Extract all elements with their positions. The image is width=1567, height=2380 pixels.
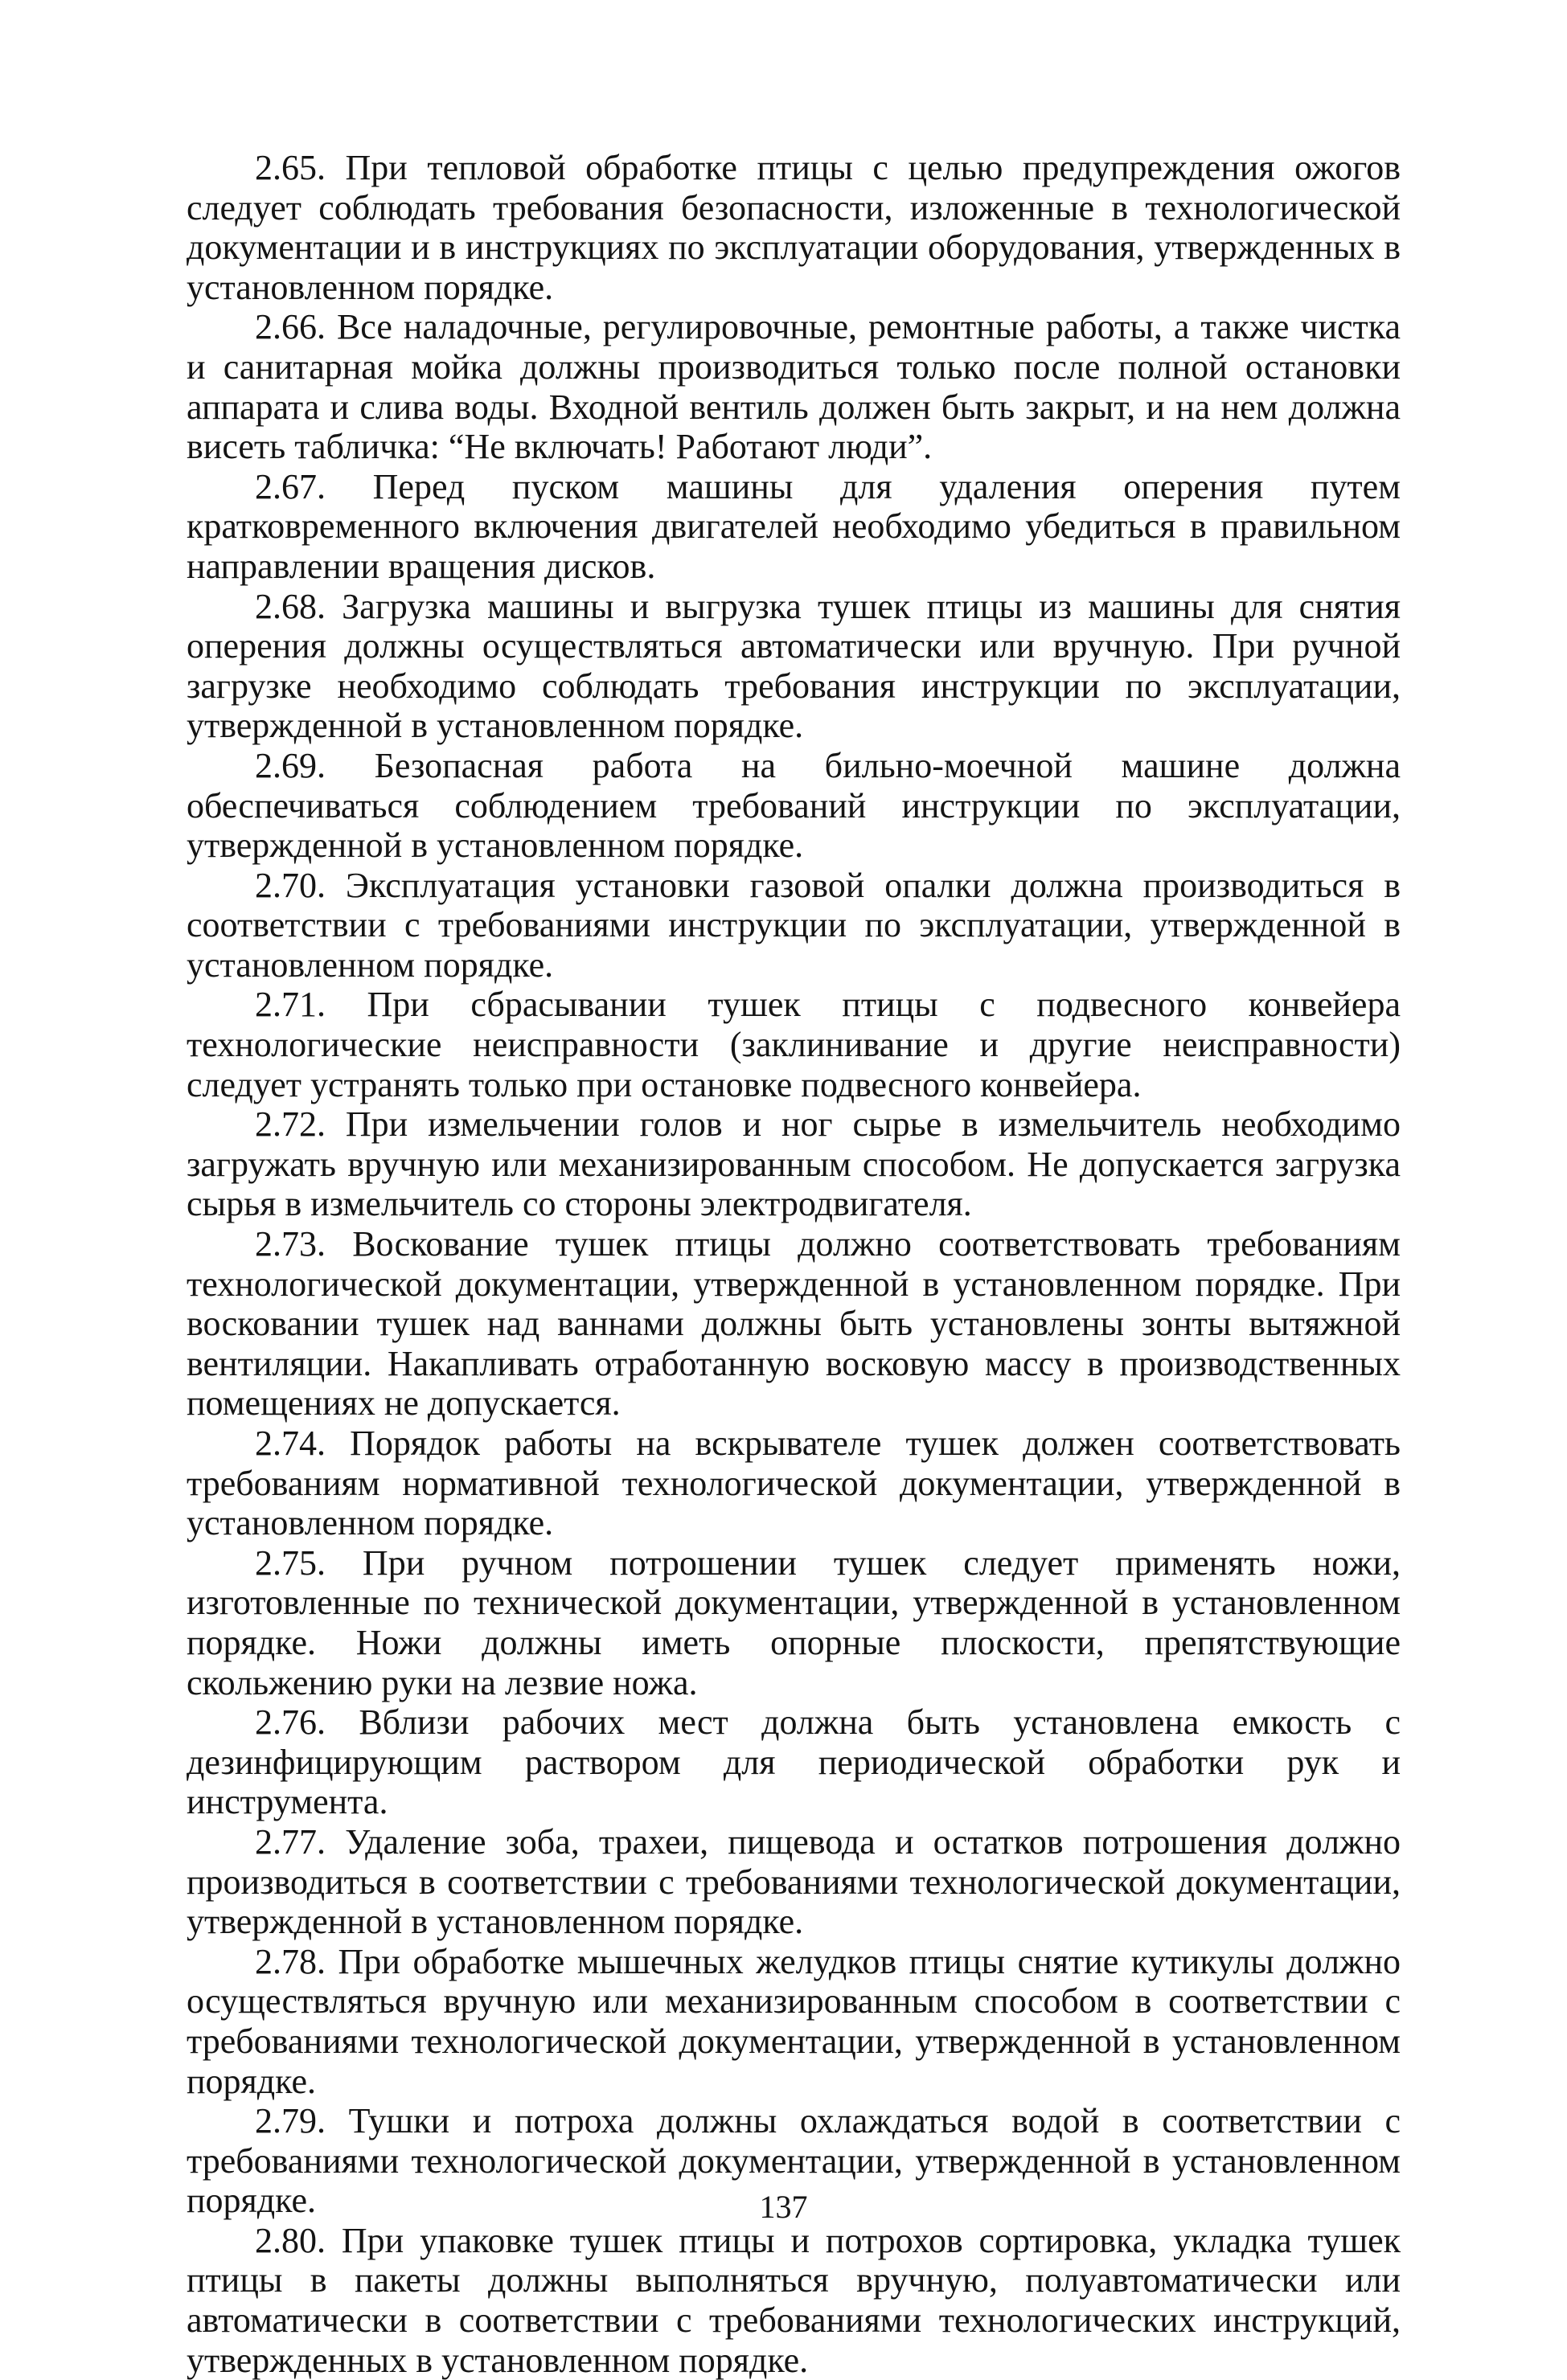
paragraph-2-77: 2.77. Удаление зоба, трахеи, пищевода и остатков потрошения должно производиться в соответствии с требованиями технологической документации, утвержденной в установленном порядке. (187, 1821, 1401, 1942)
paragraph-2-66: 2.66. Все наладочные, регулировочные, ремонтные работы, а также чистка и санитарная мойка должны производиться только после полной остановки аппарата и слива воды. Входной вентиль должен быть закрыт, и на нем должна висеть табличка: “Не включать! Работают люди”. (187, 307, 1401, 467)
text-body (187, 148, 1401, 2380)
paragraph-2-71: 2.71. При сбрасывании тушек птицы с подвесного конвейера технологические неисправности (заклинивание и другие неисправности) следует устранять только при остановке подвесного конвейера. (187, 985, 1401, 1104)
paragraph-2-73: 2.73. Воскование тушек птицы должно соответствовать требованиям технологической документации, утвержденной в установленном порядке. При восковании тушек над ваннами должны быть установлены зонты вытяжной вентиляции. Накапливать отработанную восковую массу в производственных помещениях не допускается. (187, 1224, 1401, 1423)
paragraph-2-67: 2.67. Перед пуском машины для удаления оперения путем кратковременного включения двигателей необходимо убедиться в правильном направлении вращения дисков. (187, 466, 1401, 586)
paragraph-2-72: 2.72. При измельчении голов и ног сырье в измельчитель необходимо загружать вручную или механизированным способом. Не допускается загрузка сырья в измельчитель со стороны электродвигателя. (187, 1104, 1401, 1224)
paragraph-2-69: 2.69. Безопасная работа на бильно-моечной машине должна обеспечиваться соблюдением требований инструкции по эксплуатации, утвержденной в установленном порядке. (187, 745, 1401, 866)
paragraph-2-79: 2.79. Тушки и потроха должны охлаждаться водой в соответствии с требованиями технологической документации, утвержденной в установленном порядке. (187, 2101, 1401, 2221)
paragraph-2-75: 2.75. При ручном потрошении тушек следует применять ножи, изготовленные по технической документации, утвержденной в установленном порядке. Ножи должны иметь опорные плоскости, препятствующие скольжению руки на лезвие ножа. (187, 1542, 1401, 1702)
paragraph-2-65: 2.65. При тепловой обработке птицы с целью предупреждения ожогов следует соблюдать требования безопасности, изложенные в технологической документации и в инструкциях по эксплуатации оборудования, утвержденных в установленном порядке. (187, 148, 1401, 307)
paragraph-2-68: 2.68. Загрузка машины и выгрузка тушек птицы из машины для снятия оперения должны осуществляться автоматически или вручную. При ручной загрузке необходимо соблюдать требования инструкции по эксплуатации, утвержденной в установленном порядке. (187, 586, 1401, 746)
paragraph-2-78: 2.78. При обработке мышечных желудков птицы снятие кутикулы должно осуществляться вручную или механизированным способом в соответствии с требованиями технологической документации, утвержденной в установленном порядке. (187, 1941, 1401, 2101)
page-number: 137 (759, 2189, 808, 2225)
paragraph-2-74: 2.74. Порядок работы на вскрывателе тушек должен соответствовать требованиям нормативной технологической документации, утвержденной в установленном порядке. (187, 1423, 1401, 1543)
paragraph-2-76: 2.76. Вблизи рабочих мест должна быть установлена емкость с дезинфицирующим раствором для периодической обработки рук и инструмента. (187, 1702, 1401, 1822)
paragraph-2-80: 2.80. При упаковке тушек птицы и потрохов сортировка, укладка тушек птицы в пакеты должны выполняться вручную, полуавтоматически или автоматически в соответствии с требованиями технологических инструкций, утвержденных в установленном порядке. (187, 2220, 1401, 2380)
paragraph-2-70: 2.70. Эксплуатация установки газовой опалки должна производиться в соответствии с требованиями инструкции по эксплуатации, утвержденной в установленном порядке. (187, 865, 1401, 985)
